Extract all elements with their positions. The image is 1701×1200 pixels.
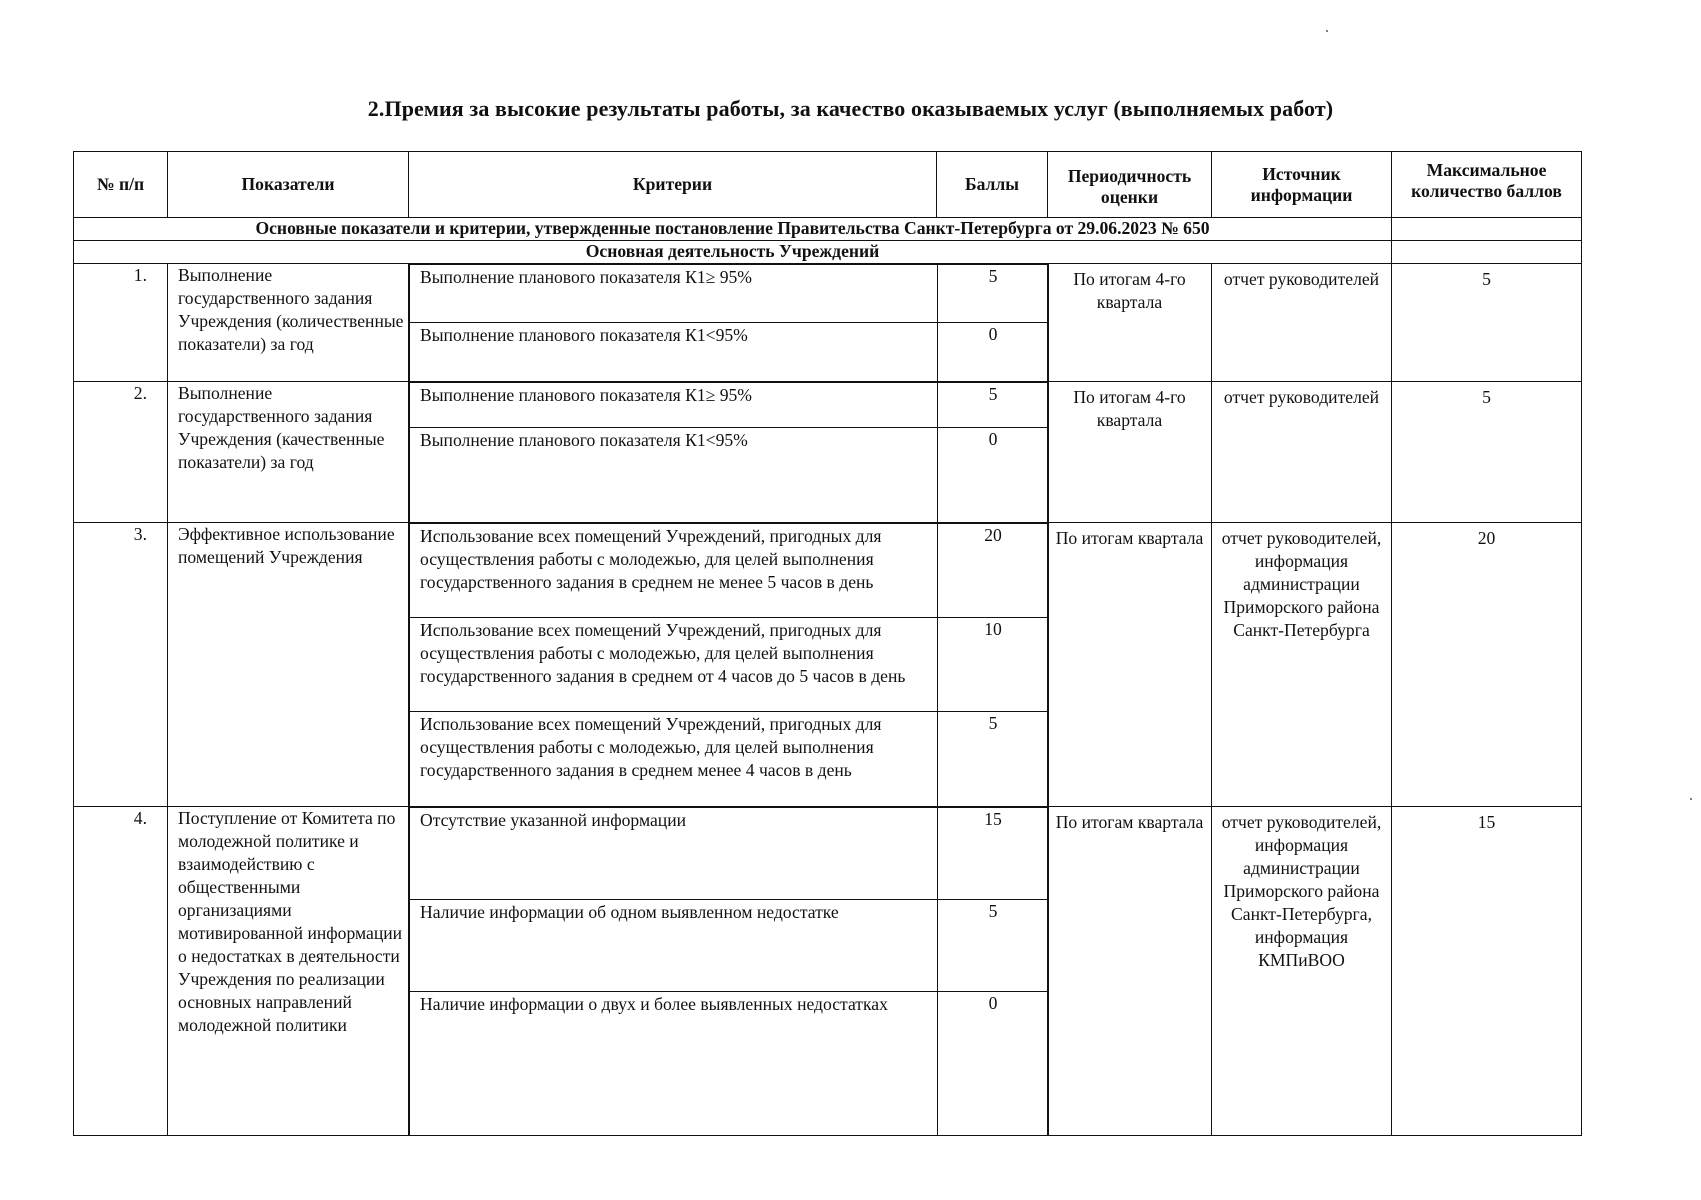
criterion-text: Использование всех помещений Учреждений, пригодных для осуществления работы с молодежью, для целей выполнения государственного задания в среднем не менее 5 часов в день — [410, 524, 938, 618]
row-max: 5 — [1392, 381, 1582, 523]
row-periodicity: По итогам квартала — [1048, 806, 1212, 1136]
criterion-score: 15 — [938, 807, 1049, 899]
table-row — [74, 264, 1582, 382]
criterion-text: Выполнение планового показателя К1<95% — [410, 323, 938, 381]
criterion-score: 5 — [938, 265, 1049, 323]
criterion-text: Выполнение планового показателя К1<95% — [410, 427, 938, 522]
criterion-text: Использование всех помещений Учреждений, пригодных для осуществления работы с молодежью, для целей выполнения государственного задания в среднем от 4 часов до 5 часов в день — [410, 618, 938, 712]
criterion-score: 0 — [938, 323, 1049, 381]
section-activity-label: Основная деятельность Учреждений — [74, 241, 1392, 264]
criterion-text: Наличие информации о двух и более выявленных недостатках — [410, 991, 938, 1135]
row-indicator: Поступление от Комитета по молодежной политике и взаимодействию с общественными организациями мотивированной информации о недостатках в деятельности Учреждения по реализации основных направлений молодежной политики — [168, 806, 409, 1136]
criterion-text: Наличие информации об одном выявленном недостатке — [410, 899, 938, 991]
row-num: 4. — [74, 806, 168, 1136]
header-indicators: Показатели — [168, 152, 409, 218]
header-scores: Баллы — [937, 152, 1048, 218]
criterion-score: 0 — [938, 427, 1049, 522]
criterion-text: Отсутствие указанной информации — [410, 807, 938, 899]
section-main-label: Основные показатели и критерии, утвержденные постановление Правительства Санкт-Петербурга от 29.06.2023 № 650 — [74, 218, 1392, 241]
row-periodicity: По итогам 4-го квартала — [1048, 381, 1212, 523]
criterion-text: Использование всех помещений Учреждений, пригодных для осуществления работы с молодежью, для целей выполнения государственного задания в среднем менее 4 часов в день — [410, 712, 938, 806]
header-source: Источник информации — [1212, 152, 1392, 218]
row-source: отчет руководителей — [1212, 264, 1392, 382]
header-max: Максимальное количество баллов — [1392, 152, 1582, 218]
criterion-score: 5 — [938, 899, 1049, 991]
criterion-score: 0 — [938, 991, 1049, 1135]
bonus-criteria-table — [73, 151, 1582, 1136]
header-num: № п/п — [74, 152, 168, 218]
criterion-score: 5 — [938, 382, 1049, 427]
criterion-score: 5 — [938, 712, 1049, 806]
section-row-activity — [74, 241, 1582, 264]
scan-speck — [1326, 30, 1328, 32]
row-indicator: Эффективное использование помещений Учреждения — [168, 523, 409, 807]
criterion-score: 20 — [938, 524, 1049, 618]
row-max: 5 — [1392, 264, 1582, 382]
header-row — [74, 152, 1582, 218]
scan-speck — [1690, 798, 1692, 800]
table-row — [74, 523, 1582, 807]
row-source: отчет руководителей — [1212, 381, 1392, 523]
header-periodicity: Периодичность оценки — [1048, 152, 1212, 218]
section-row-main — [74, 218, 1582, 241]
page-title: 2.Премия за высокие результаты работы, за качество оказываемых услуг (выполняемых работ) — [367, 96, 1334, 121]
table-row — [74, 806, 1582, 1136]
row-num: 2. — [74, 381, 168, 523]
criteria-group — [409, 806, 1048, 1136]
row-periodicity: По итогам квартала — [1048, 523, 1212, 807]
criteria-group — [409, 264, 1048, 382]
row-num: 1. — [74, 264, 168, 382]
row-indicator: Выполнение государственного задания Учреждения (качественные показатели) за год — [168, 381, 409, 523]
row-max: 15 — [1392, 806, 1582, 1136]
section-main-empty — [1392, 218, 1582, 241]
row-indicator: Выполнение государственного задания Учреждения (количественные показатели) за год — [168, 264, 409, 382]
header-criteria: Критерии — [409, 152, 937, 218]
criterion-text: Выполнение планового показателя К1≥ 95% — [410, 265, 938, 323]
row-source: отчет руководителей, информация администрации Приморского района Санкт-Петербурга — [1212, 523, 1392, 807]
row-periodicity: По итогам 4-го квартала — [1048, 264, 1212, 382]
row-source: отчет руководителей, информация администрации Приморского района Санкт-Петербурга, информация КМПиВОО — [1212, 806, 1392, 1136]
row-max: 20 — [1392, 523, 1582, 807]
criterion-text: Выполнение планового показателя К1≥ 95% — [410, 382, 938, 427]
criteria-group — [409, 523, 1048, 807]
row-num: 3. — [74, 523, 168, 807]
criteria-group — [409, 381, 1048, 523]
criterion-score: 10 — [938, 618, 1049, 712]
table-row — [74, 381, 1582, 523]
section-activity-empty — [1392, 241, 1582, 264]
